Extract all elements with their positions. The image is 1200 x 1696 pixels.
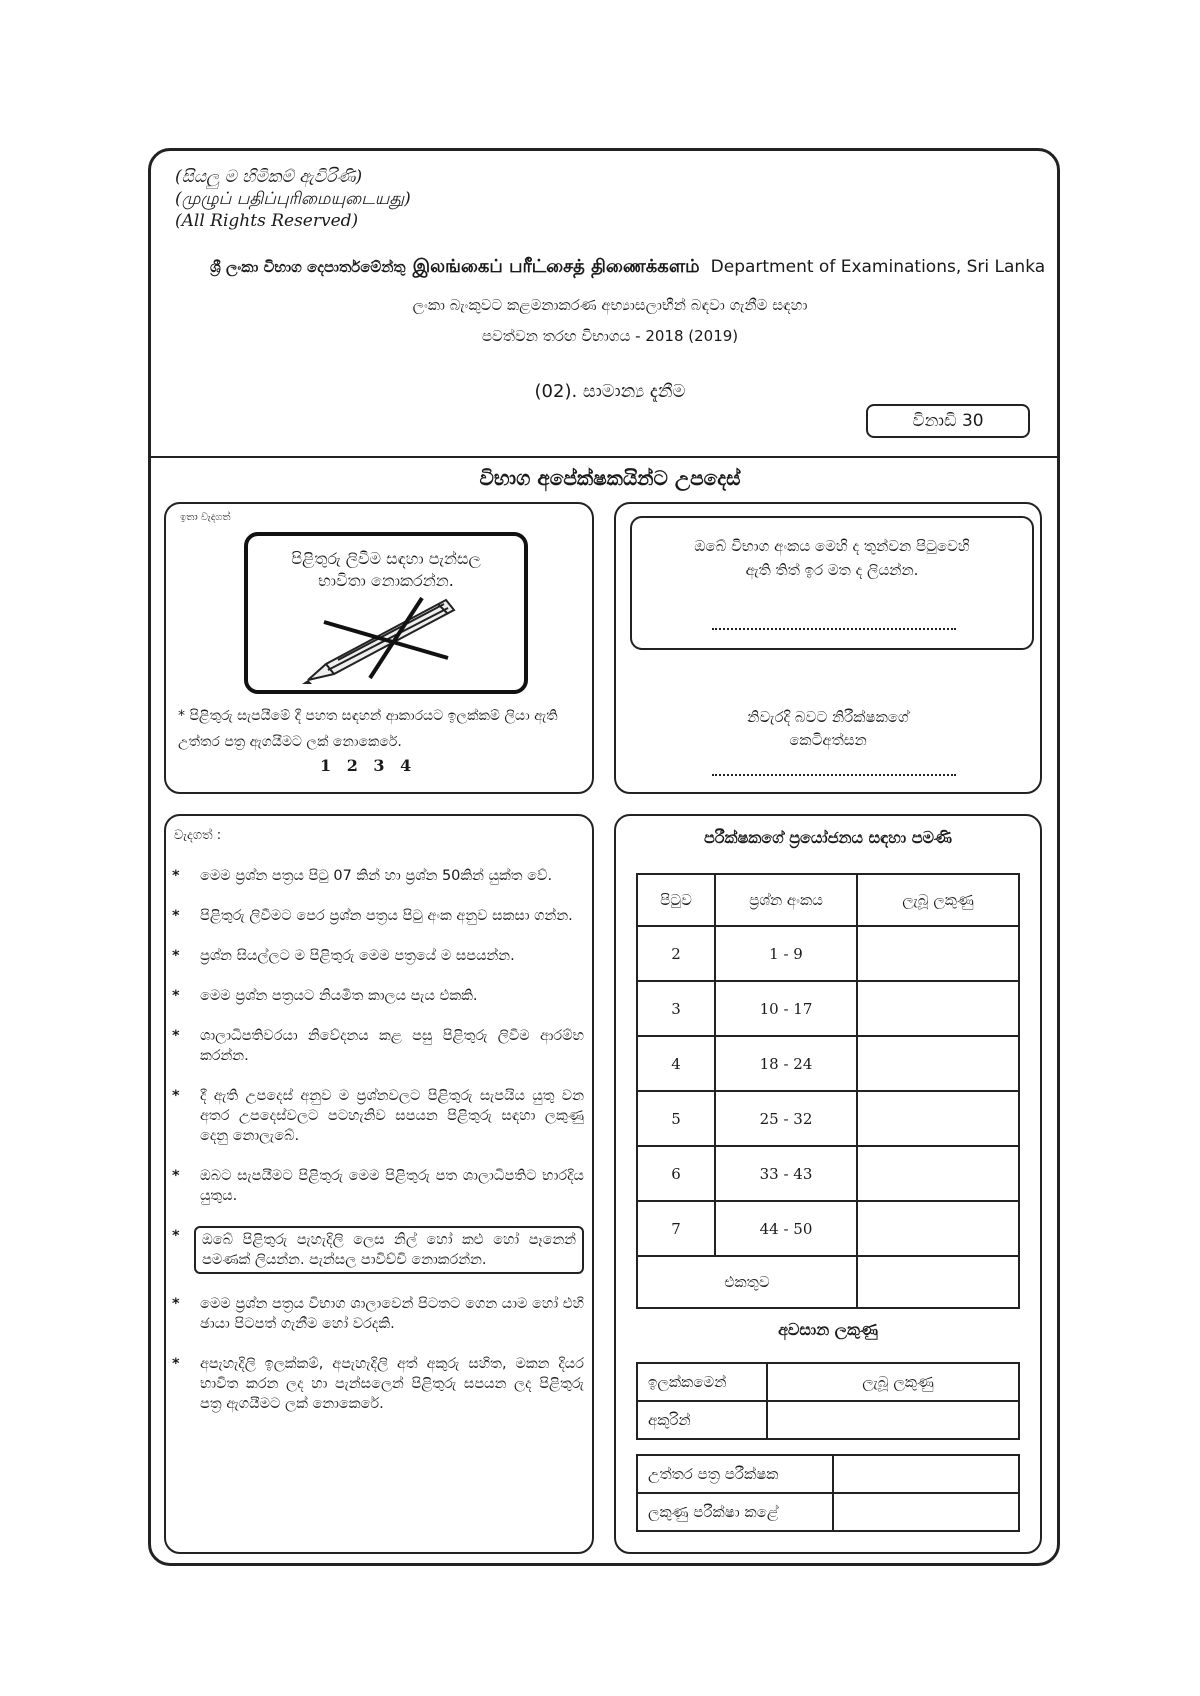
checker-table	[636, 1454, 1020, 1532]
page-cell: 6	[637, 1146, 715, 1201]
answer-sheet-examiner-label: උත්තර පත්‍ර පරීක්ෂක	[637, 1455, 833, 1493]
final-words-value[interactable]	[767, 1401, 1019, 1439]
rule-text: මෙම ප්‍රශ්න පත්‍රය විභාග ශාලාවෙන් පිටතට ගෙන යාම හෝ එහි ඡායා පිටපත් ගැනීම හෝ වරදකි.	[200, 1296, 584, 1332]
final-digits-label: ඉලක්කමෙන්	[637, 1363, 767, 1401]
sample-numbers: 1 2 3 4	[320, 756, 412, 775]
header-divider	[150, 456, 1058, 458]
department-name	[210, 256, 1046, 279]
marks-cell[interactable]	[857, 1201, 1019, 1256]
table-row	[637, 1201, 1019, 1256]
marks-header-row	[637, 874, 1019, 926]
rights-en: (All Rights Reserved)	[175, 211, 359, 231]
rule-text: පිළිතුරු ලිවීමට පෙර ප්‍රශ්න පත්‍රය පිටු අංක අනුව සකසා ගන්න.	[200, 908, 573, 924]
header-question: ප්‍රශ්න අංකය	[715, 874, 857, 926]
rule-text: මෙම ප්‍රශ්න පත්‍රය පිටු 07 කින් හා ප්‍රශ්න 50කින් යුක්ත වේ.	[200, 868, 553, 884]
checker-row	[637, 1493, 1019, 1531]
rights-reserved	[175, 166, 411, 232]
question-range-cell: 25 - 32	[715, 1091, 857, 1146]
index-instruction-line2: ඇති තිත් ඉර මත ද ලියන්න.	[745, 561, 919, 579]
supervisor-line2: කෙටිඅත්සන	[789, 731, 867, 749]
header-marks: ලැබූ ලකුණු	[857, 874, 1019, 926]
rules-list	[170, 866, 584, 1434]
marks-cell[interactable]	[857, 1036, 1019, 1091]
index-number-line[interactable]	[712, 628, 956, 630]
question-range-cell: 10 - 17	[715, 981, 857, 1036]
rule-item: * මෙම ප්‍රශ්න පත්‍රයට නියමිත කාලය පැය එකකි.	[172, 988, 478, 1004]
marks-checked-by-label: ලකුණු පරීක්ෂා කළේ	[637, 1493, 833, 1531]
rule-item: * මෙම ප්‍රශ්න පත්‍රය පිටු 07 කින් හා ප්‍රශ්න 50කින් යුක්ත වේ.	[172, 868, 553, 884]
page-cell: 3	[637, 981, 715, 1036]
crossed-pencil-icon	[298, 594, 478, 684]
rule-item: * ශාලාධිපතිවරයා නිවේදනය කළ පසු පිළිතුරු ලිවීම ආරම්භ කරන්න.	[172, 1028, 584, 1064]
no-pencil-line2: භාවිතා නොකරන්න.	[318, 571, 454, 590]
supervisor-initials-line[interactable]	[712, 774, 956, 776]
rule-item: * ප්‍රශ්න සියල්ලට ම පිළිතුරු මෙම පත්‍රයේ ම සපයන්න.	[172, 948, 515, 964]
rights-ta: (முழுப் பதிப்புரிமையுடையது)	[175, 189, 411, 209]
answer-sheet-examiner-value[interactable]	[833, 1455, 1019, 1493]
instructions-title: විභාග අපේක්ෂකයින්ට උපදෙස්	[479, 466, 741, 490]
final-digits-value[interactable]: ලැබූ ලකුණු	[767, 1363, 1019, 1401]
no-pencil-box	[244, 532, 528, 694]
rule-item-boxed: * ඔබේ පිළිතුරු පැහැදිලි ලෙස නිල් හෝ කළු හෝ පෑනෙන් පමණක් ලියන්න. පැන්සල පාවිච්චි නොකරන්න.	[170, 1226, 584, 1274]
table-row	[637, 981, 1019, 1036]
small-note: ඉතා වැදගත්	[180, 512, 231, 523]
rule-text: අපැහැදිලි ඉලක්කම්, අපැහැදිලි අත් අකුරු සහිත, මකන දියර භාවිත කරන ලද හා පැන්සලෙන් පිළිතුරු සපයන ලද පිළිතුරු පත්‍ර ඇගයීමට ලක් නොකෙරේ.	[200, 1356, 584, 1412]
total-label: එකතුව	[637, 1256, 857, 1308]
table-row	[637, 926, 1019, 981]
department-ta: இலங்கைப் பரீட்சைத் திணைக்களம்	[412, 256, 700, 277]
final-row-digits	[637, 1363, 1019, 1401]
supervisor-initials-label	[614, 706, 1042, 752]
rule-text: ශාලාධිපතිවරයා නිවේදනය කළ පසු පිළිතුරු ලිවීම ආරම්භ කරන්න.	[200, 1028, 584, 1064]
department-si: ශ්‍රී ලංකා විභාග දෙපාර්තමේන්තු	[210, 258, 406, 276]
checker-row	[637, 1455, 1019, 1493]
rights-si: (සියලු ම හිමිකම් ඇවිරිණි)	[175, 167, 363, 187]
no-pencil-line1: පිළිතුරු ලිවීම සඳහා පැන්සල	[291, 549, 481, 568]
question-range-cell: 1 - 9	[715, 926, 857, 981]
question-range-cell: 18 - 24	[715, 1036, 857, 1091]
rule-text: ඔබේ පිළිතුරු පැහැදිලි ලෙස නිල් හෝ කළු හෝ පෑනෙන් පමණක් ලියන්න. පැන්සල පාවිච්චි නොකරන්න.	[194, 1226, 584, 1274]
final-marks-table	[636, 1362, 1020, 1440]
examiner-title: පරීක්ෂකගේ ප්‍රයෝජනය සඳහා පමණි	[703, 828, 952, 847]
question-range-cell: 33 - 43	[715, 1146, 857, 1201]
total-row	[637, 1256, 1019, 1308]
page-cell: 7	[637, 1201, 715, 1256]
final-row-words	[637, 1401, 1019, 1439]
marks-table	[636, 873, 1020, 1309]
time-badge: විනාඩි 30	[866, 404, 1030, 438]
final-marks-title: අවසාන ලකුණු	[778, 1320, 878, 1339]
marks-cell[interactable]	[857, 926, 1019, 981]
exam-title-line1: ලංකා බැංකුවට කළමනාකරණ අභ්‍යාසලාභීන් බඳවා ගැනීම සඳහා	[412, 296, 808, 314]
rule-item: * පිළිතුරු ලිවීමට පෙර ප්‍රශ්න පත්‍රය පිටු අංක අනුව සකසා ගන්න.	[172, 908, 573, 924]
header-page: පිටුව	[637, 874, 715, 926]
final-words-label: අකුරින්	[637, 1401, 767, 1439]
marks-checked-by-value[interactable]	[833, 1493, 1019, 1531]
total-marks-cell[interactable]	[857, 1256, 1019, 1308]
rule-item: * අපැහැදිලි ඉලක්කම්, අපැහැදිලි අත් අකුරු සහිත, මකන දියර භාවිත කරන ලද හා පැන්සලෙන් පිළිතුරු සපයන ලද පිළිතුරු පත්‍ර ඇගයීමට ලක් නොකෙරේ.	[172, 1356, 584, 1412]
rule-text: ප්‍රශ්න සියල්ලට ම පිළිතුරු මෙම පත්‍රයේ ම සපයන්න.	[200, 948, 515, 964]
rule-text: ඔබට සැපයීමට පිළිතුරු මෙම පිළිතුරු පත ශාලාධිපතිට භාරදිය යුතුය.	[200, 1168, 584, 1204]
department-en: Department of Examinations, Sri Lanka	[710, 257, 1046, 277]
supervisor-line1: නිවැරදි බවට නිරීක්ෂකගේ	[747, 708, 909, 726]
pencil-note: * පිළිතුරු සැපයීමේ දී පහත සඳහන් ආකාරයට ඉලක්කම් ලියා ඇති උත්තර පත්‍ර ඇගයීමට ලක් නොකෙරේ.	[178, 708, 558, 750]
page-cell: 5	[637, 1091, 715, 1146]
table-row	[637, 1146, 1019, 1201]
page-cell: 4	[637, 1036, 715, 1091]
table-row	[637, 1036, 1019, 1091]
marks-cell[interactable]	[857, 981, 1019, 1036]
page-cell: 2	[637, 926, 715, 981]
table-row	[637, 1091, 1019, 1146]
marks-cell[interactable]	[857, 1146, 1019, 1201]
marks-cell[interactable]	[857, 1091, 1019, 1146]
subject-title: (02). සාමාන්‍ය දැනීම	[534, 381, 686, 402]
index-instruction-line1: ඔබේ විභාග අංකය මෙහි ද තුන්වන පිටුවෙහි	[694, 537, 970, 555]
rule-item: * දී ඇති උපදෙස් අනුව ම ප්‍රශ්නවලට පිළිතුරු සැපයිය යුතු වන අතර උපදෙස්වලට පටහැනිව සපයන පිළිතුරු සඳහා ලකුණු දෙනු නොලැබේ.	[172, 1088, 584, 1144]
rule-text: දී ඇති උපදෙස් අනුව ම ප්‍රශ්නවලට පිළිතුරු සැපයිය යුතු වන අතර උපදෙස්වලට පටහැනිව සපයන පිළිතුරු සඳහා ලකුණු දෙනු නොලැබේ.	[200, 1088, 584, 1144]
no-pencil-text	[248, 548, 524, 592]
rule-text: මෙම ප්‍රශ්න පත්‍රයට නියමිත කාලය පැය එකකි.	[200, 988, 478, 1004]
rule-item: * මෙම ප්‍රශ්න පත්‍රය විභාග ශාලාවෙන් පිටතට ගෙන යාම හෝ එහි ඡායා පිටපත් ගැනීම හෝ වරදකි.	[172, 1296, 584, 1332]
rule-item: * ඔබට සැපයීමට පිළිතුරු මෙම පිළිතුරු පත ශාලාධිපතිට භාරදිය යුතුය.	[172, 1168, 584, 1204]
exam-title-line2: පවත්වන තරඟ විභාගය - 2018 (2019)	[481, 327, 739, 345]
important-title: වැදගත් :	[174, 828, 222, 843]
index-instruction	[632, 534, 1032, 582]
question-range-cell: 44 - 50	[715, 1201, 857, 1256]
